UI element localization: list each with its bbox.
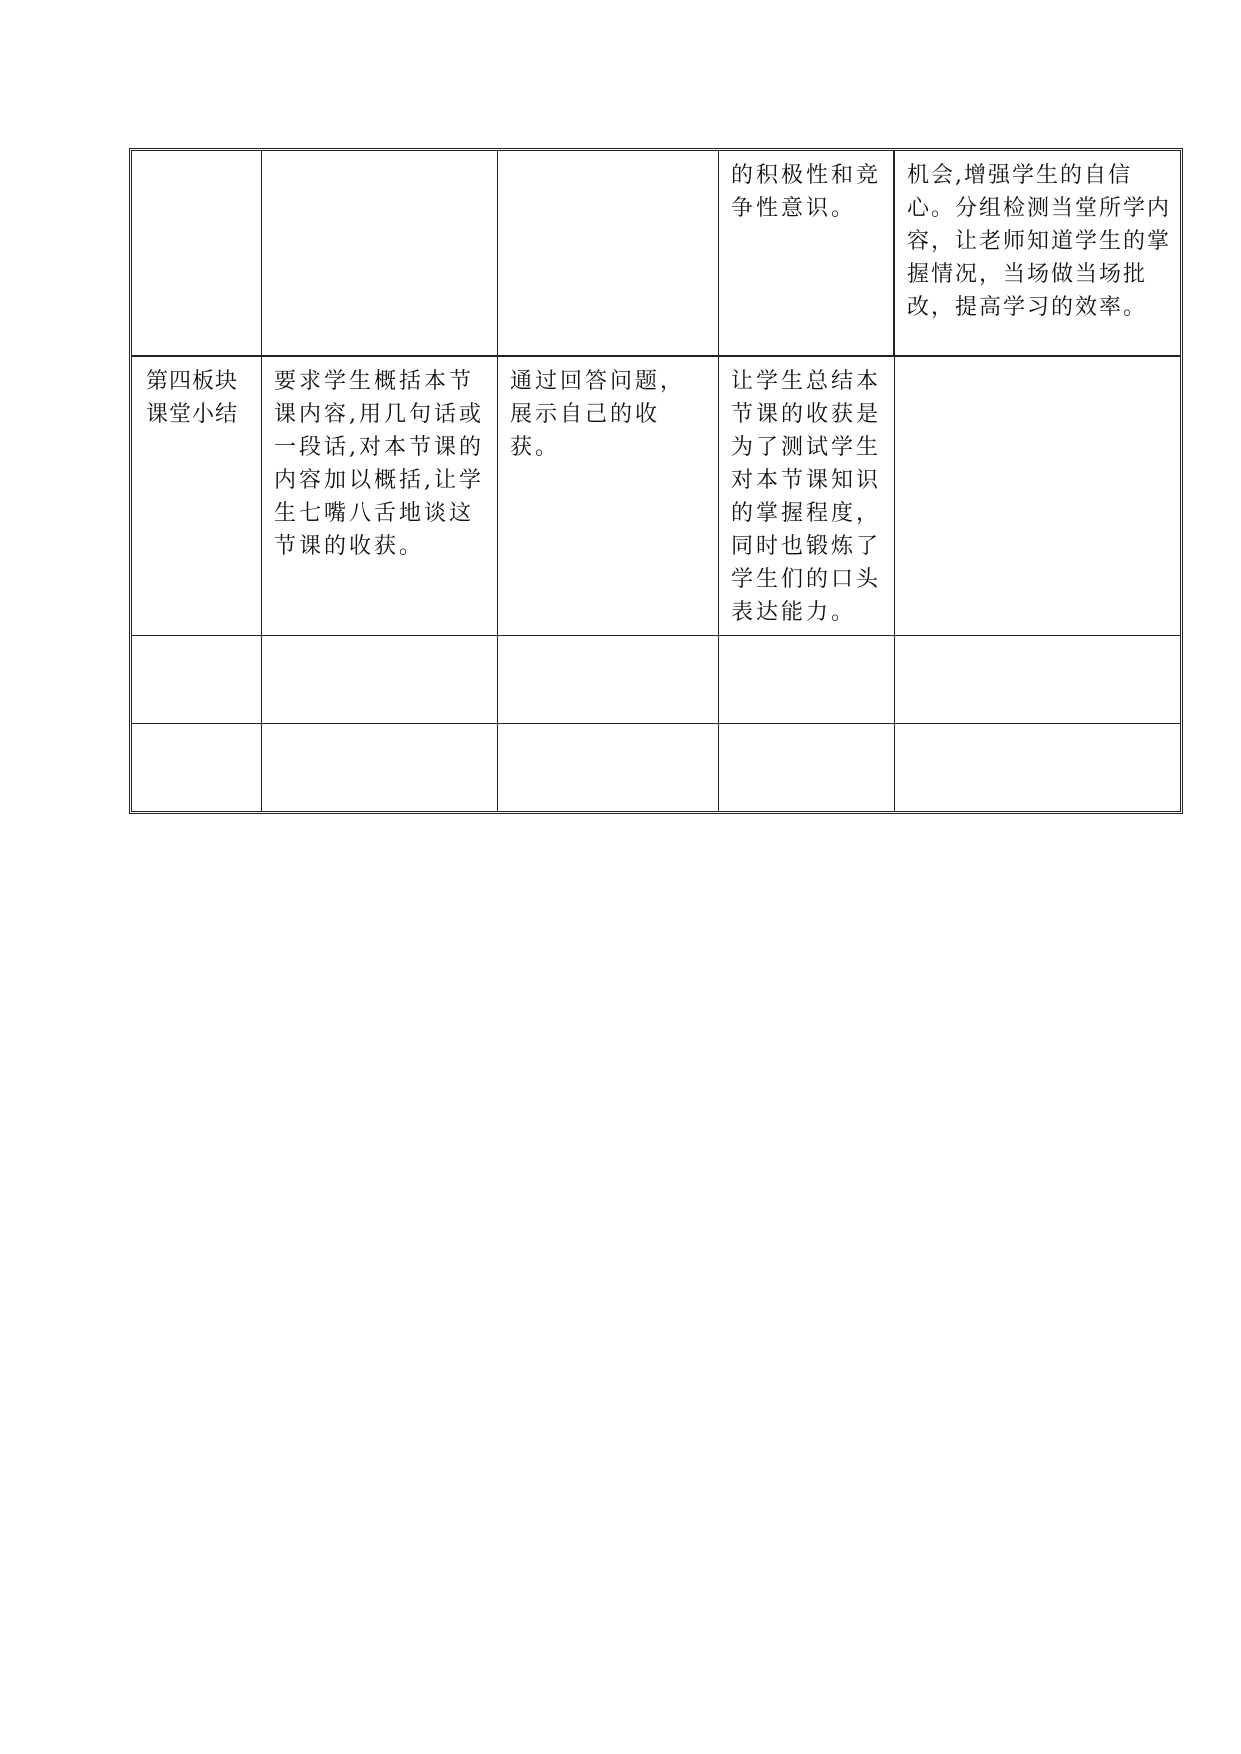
table-cell-notes — [895, 724, 1180, 811]
table-cell-teacher-activity — [262, 724, 498, 811]
table-row — [132, 636, 1180, 724]
lesson-plan-table — [129, 148, 1183, 814]
table-cell-design-intent: 的积极性和竞争性意识。 — [719, 151, 895, 357]
table-row — [132, 724, 1180, 811]
table-cell-design-intent: 让学生总结本节课的收获是为了测试学生对本节课知识的掌握程度，同时也锻炼了学生们的口头表达能力。 — [719, 357, 895, 636]
table-cell-section — [132, 636, 262, 724]
table-cell-notes: 机会,增强学生的自信心。分组检测当堂所学内容，让老师知道学生的掌握情况，当场做当场批改，提高学习的效率。 — [895, 151, 1180, 357]
table-cell-section: 第四板块课堂小结 — [132, 357, 262, 636]
table-cell-student-activity — [498, 636, 719, 724]
table-row — [132, 151, 1180, 357]
table-cell-design-intent — [719, 636, 895, 724]
table-cell-teacher-activity — [262, 636, 498, 724]
table-cell-teacher-activity — [262, 151, 498, 357]
table-cell-student-activity: 通过回答问题，展示自己的收获。 — [498, 357, 719, 636]
table-cell-design-intent — [719, 724, 895, 811]
table-cell-section — [132, 151, 262, 357]
table-row — [132, 357, 1180, 636]
table-cell-section — [132, 724, 262, 811]
table-cell-notes — [895, 357, 1180, 636]
table-cell-student-activity — [498, 151, 719, 357]
table-cell-teacher-activity: 要求学生概括本节课内容,用几句话或一段话,对本节课的内容加以概括,让学生七嘴八舌地谈这节课的收获。 — [262, 357, 498, 636]
table-cell-student-activity — [498, 724, 719, 811]
table-cell-notes — [895, 636, 1180, 724]
